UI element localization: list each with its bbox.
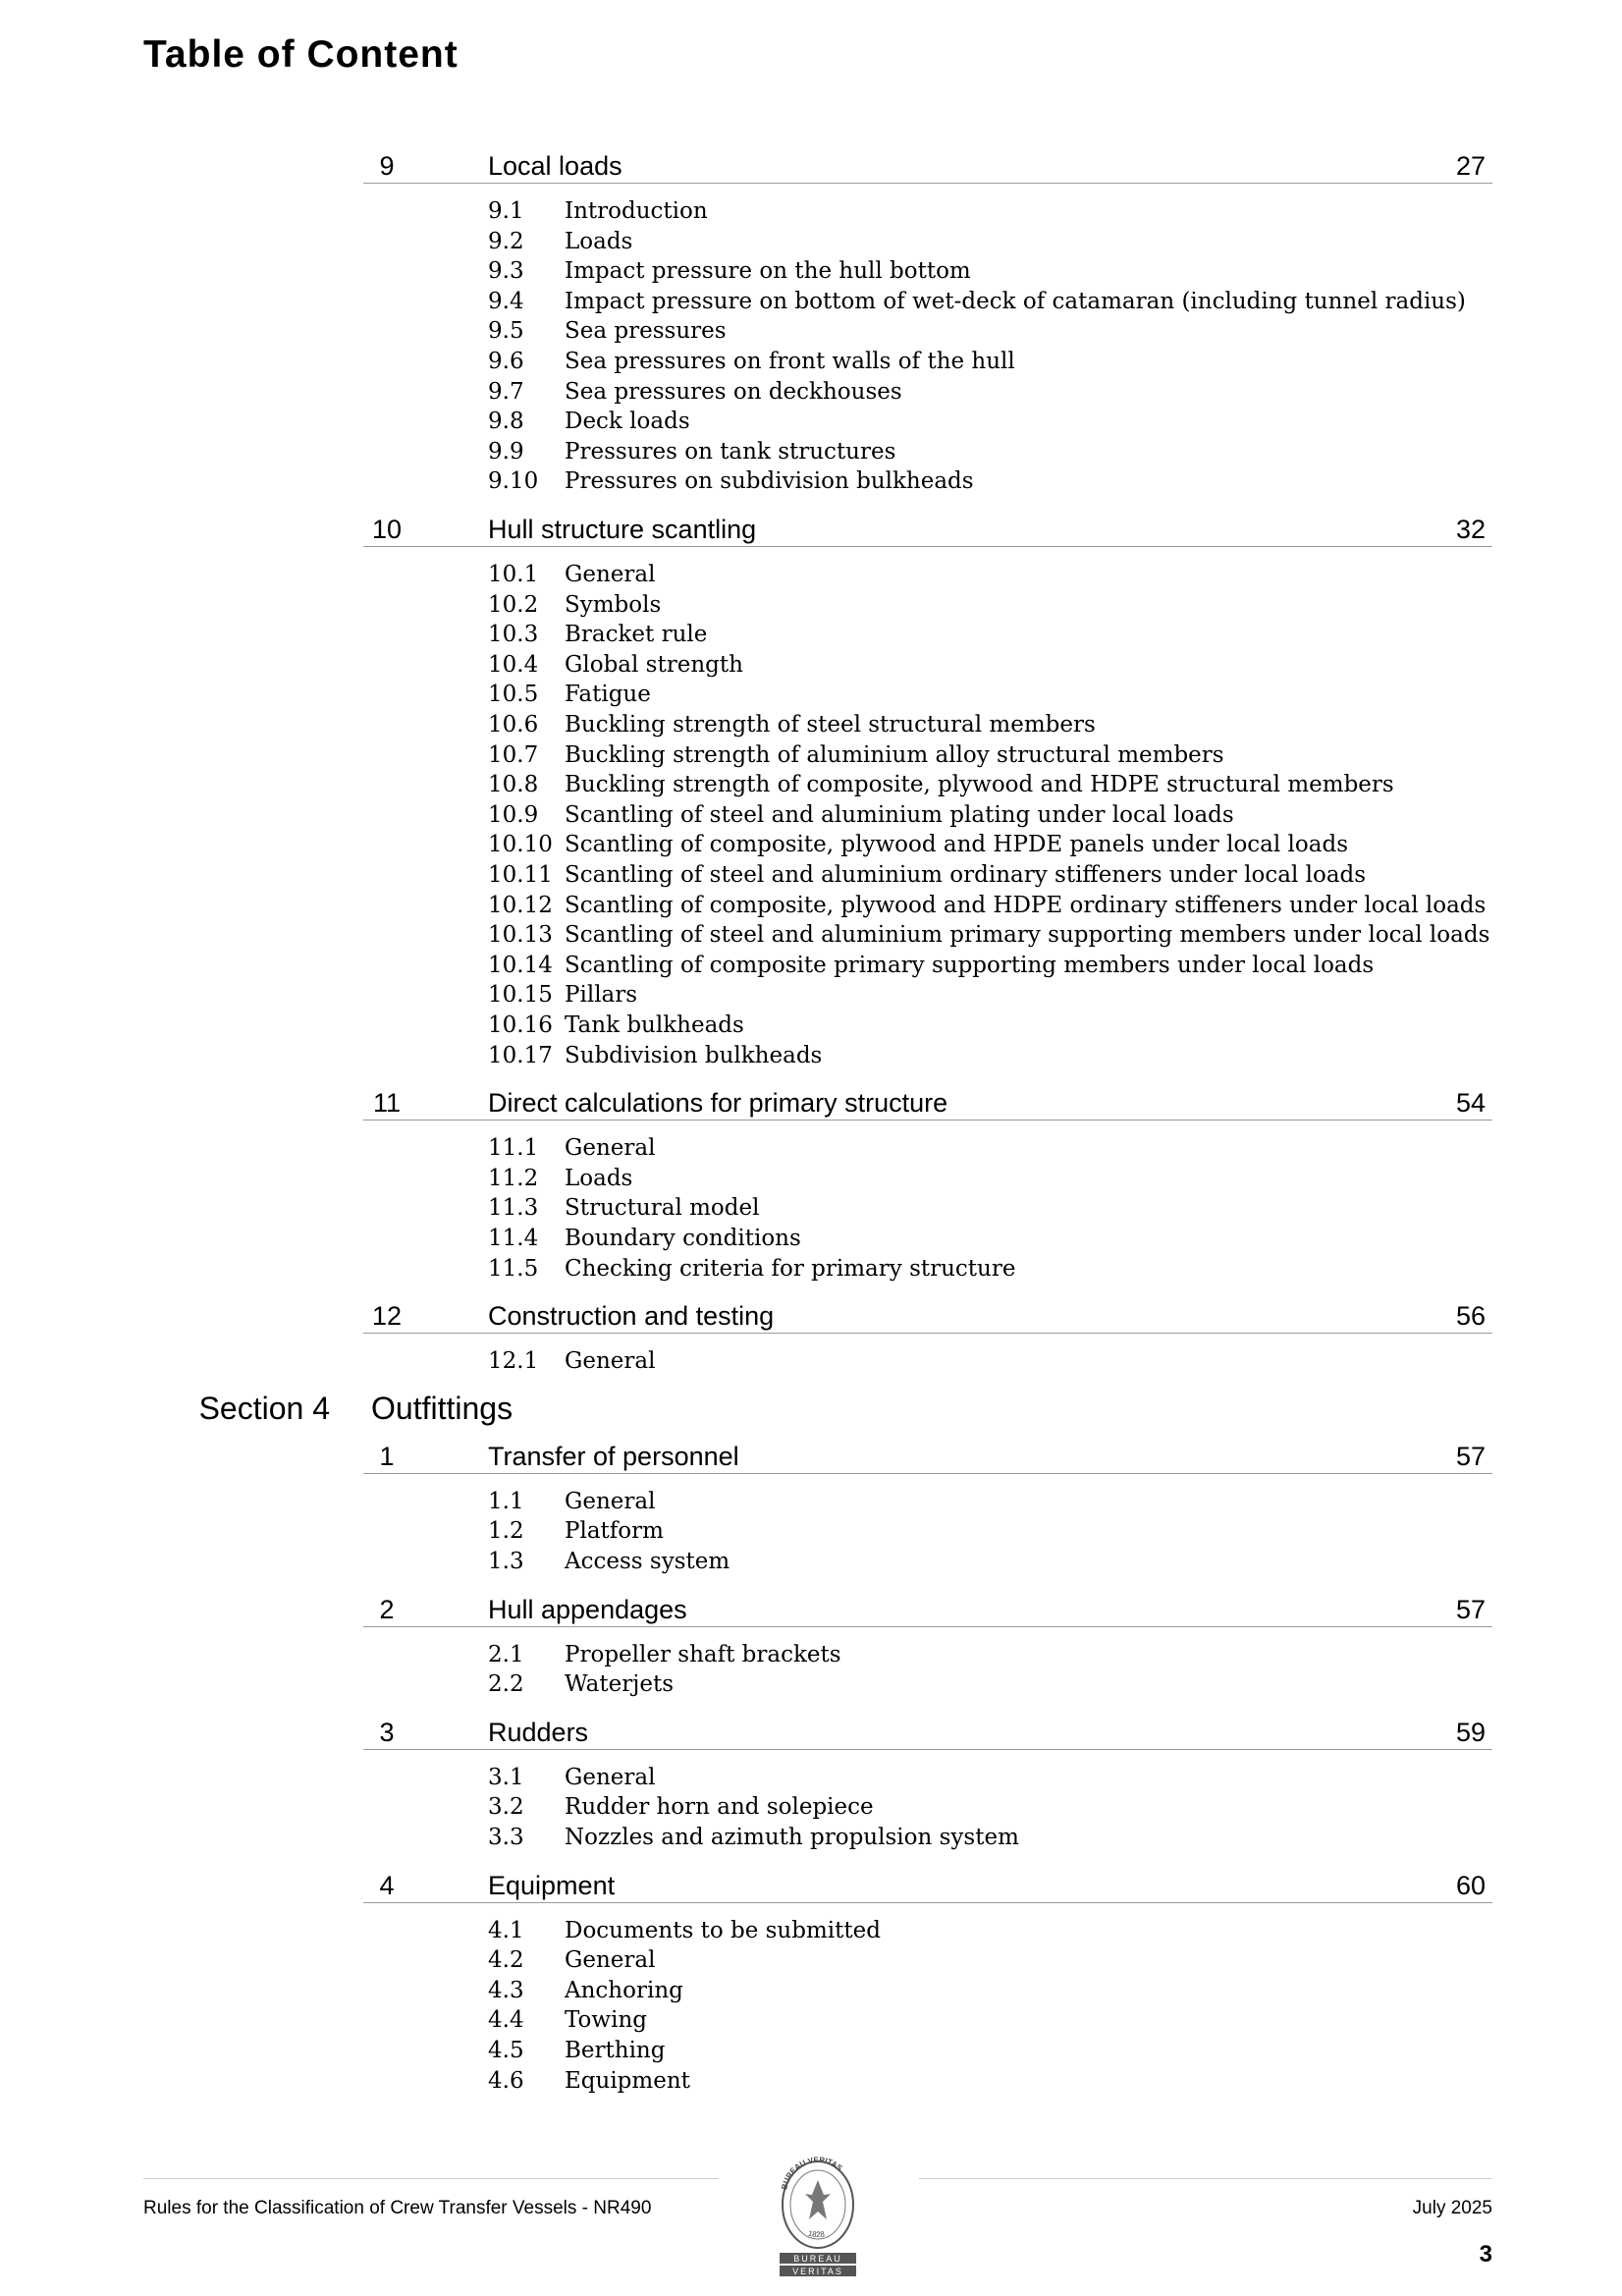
- subsection-number: 10.1: [488, 562, 539, 587]
- toc-subsection[interactable]: [0, 1254, 1622, 1285]
- subsection-number: 4.4: [488, 2007, 524, 2034]
- subsection-number: 4.5: [488, 2037, 524, 2063]
- article-divider: [363, 1473, 1492, 1474]
- article-page-number: 57: [1455, 1594, 1486, 1624]
- subsection-title[interactable]: Buckling strength of steel structural members: [565, 711, 1096, 738]
- toc-subsection[interactable]: [0, 1487, 1622, 1517]
- toc-subsection[interactable]: [0, 770, 1622, 800]
- toc-article-header[interactable]: [0, 507, 1622, 554]
- subsection-number: 1.2: [488, 1518, 524, 1545]
- toc-subsection[interactable]: [0, 920, 1622, 951]
- article-divider: [363, 1902, 1492, 1903]
- page-number: 3: [1479, 2241, 1492, 2268]
- article-divider: [363, 1333, 1492, 1334]
- subsection-number: 9.9: [488, 438, 524, 465]
- toc-subsection[interactable]: [0, 560, 1622, 590]
- subsection-number: 10.8: [488, 772, 539, 798]
- page-title: Table of Content: [143, 33, 459, 76]
- article-divider: [363, 183, 1492, 184]
- subsection-title[interactable]: Impact pressure on bottom of wet-deck of catamaran (including tunnel radius): [565, 288, 1466, 314]
- footer-document-title: Rules for the Classification of Crew Transfer Vessels - NR490: [143, 2198, 652, 2218]
- subsection-title[interactable]: Scantling of composite primary supporting members under local loads: [565, 952, 1375, 978]
- subsection-number: 10.5: [488, 682, 539, 708]
- toc-subsection[interactable]: [0, 1193, 1622, 1224]
- article-title[interactable]: Hull appendages: [488, 1594, 687, 1624]
- subsection-number: 11.5: [488, 1255, 539, 1282]
- toc-subsection[interactable]: [0, 1792, 1622, 1823]
- subsection-number: 9.2: [488, 228, 524, 254]
- subsection-title[interactable]: General: [565, 1135, 656, 1162]
- article-divider: [363, 1626, 1492, 1627]
- article-title[interactable]: Transfer of personnel: [488, 1441, 739, 1471]
- toc-subsection[interactable]: [0, 347, 1622, 377]
- logo-word-veritas: VERITAS: [792, 2267, 843, 2276]
- subsection-list: [0, 1346, 1622, 1377]
- subsection-title[interactable]: Documents to be submitted: [565, 1917, 881, 1943]
- section-name: Outfittings: [371, 1390, 514, 1426]
- subsection-title[interactable]: Anchoring: [565, 1977, 683, 2003]
- toc-subsection[interactable]: [0, 891, 1622, 921]
- subsection-title[interactable]: General: [565, 562, 656, 587]
- footer-divider-left: [143, 2178, 719, 2179]
- subsection-number: 10.3: [488, 622, 539, 648]
- article-number: 3: [379, 1717, 395, 1747]
- subsection-title[interactable]: Scantling of composite, plywood and HDPE ordinary stiffeners under local loads: [565, 892, 1487, 918]
- toc-subsection[interactable]: [0, 860, 1622, 891]
- toc-subsection[interactable]: [0, 680, 1622, 710]
- article-number: 4: [379, 1870, 395, 1900]
- subsection-title[interactable]: Towing: [565, 2007, 647, 2034]
- subsection-number: 3.3: [488, 1824, 524, 1850]
- subsection-number: 4.2: [488, 1947, 524, 1974]
- subsection-title[interactable]: Pressures on tank structures: [565, 438, 896, 465]
- subsection-title[interactable]: Platform: [565, 1518, 664, 1545]
- article-page-number: 32: [1455, 515, 1486, 544]
- subsection-title[interactable]: Waterjets: [565, 1671, 674, 1698]
- subsection-number: 10.10: [488, 832, 553, 858]
- toc-subsection[interactable]: [0, 830, 1622, 860]
- toc-subsection[interactable]: [0, 256, 1622, 287]
- subsection-title[interactable]: Scantling of steel and aluminium ordinary stiffeners under local loads: [565, 861, 1367, 888]
- subsection-title[interactable]: General: [565, 1488, 656, 1514]
- subsection-number: 10.11: [488, 861, 553, 888]
- toc-subsection[interactable]: [0, 740, 1622, 771]
- toc-subsection[interactable]: [0, 437, 1622, 467]
- subsection-title[interactable]: Nozzles and azimuth propulsion system: [565, 1824, 1019, 1850]
- toc-article[interactable]: [0, 1434, 1622, 1577]
- subsection-number: 4.6: [488, 2067, 524, 2094]
- toc-article-header[interactable]: [0, 143, 1622, 191]
- subsection-number: 9.5: [488, 318, 524, 345]
- footer-date: July 2025: [1412, 2198, 1492, 2218]
- subsection-title[interactable]: Scantling of steel and aluminium plating under local loads: [565, 801, 1234, 828]
- subsection-number: 11.3: [488, 1195, 539, 1222]
- subsection-number: 9.8: [488, 409, 524, 435]
- toc-subsection[interactable]: [0, 1823, 1622, 1853]
- toc-article-header[interactable]: [0, 1710, 1622, 1757]
- toc-subsection[interactable]: [0, 1945, 1622, 1976]
- subsection-number: 9.10: [488, 468, 539, 495]
- subsection-title[interactable]: Loads: [565, 228, 633, 254]
- subsection-title[interactable]: Structural model: [565, 1195, 760, 1222]
- article-page-number: 59: [1455, 1717, 1486, 1747]
- subsection-number: 2.1: [488, 1641, 524, 1667]
- subsection-number: 10.4: [488, 651, 539, 678]
- article-page-number: 27: [1455, 151, 1486, 181]
- toc-subsection[interactable]: [0, 1976, 1622, 2006]
- subsection-title[interactable]: Boundary conditions: [565, 1225, 801, 1251]
- subsection-title[interactable]: Tank bulkheads: [565, 1011, 744, 1038]
- subsection-number: 9.6: [488, 348, 524, 374]
- toc-article-header[interactable]: [0, 1863, 1622, 1910]
- footer-divider-right: [919, 2178, 1492, 2179]
- article-page-number: 57: [1455, 1441, 1486, 1471]
- subsection-title[interactable]: Pillars: [565, 982, 638, 1009]
- subsection-number: 10.13: [488, 922, 553, 949]
- subsection-title[interactable]: Scantling of steel and aluminium primary supporting members under local loads: [565, 922, 1490, 949]
- subsection-number: 9.7: [488, 378, 524, 405]
- article-number: 1: [379, 1441, 395, 1471]
- subsection-number: 1.3: [488, 1548, 524, 1574]
- subsection-number: 11.2: [488, 1165, 539, 1191]
- toc-subsection[interactable]: [0, 1164, 1622, 1194]
- article-number: 9: [379, 151, 395, 181]
- toc-subsection[interactable]: [0, 590, 1622, 621]
- toc-subsection[interactable]: [0, 1763, 1622, 1793]
- toc-subsection[interactable]: [0, 227, 1622, 257]
- subsection-number: 9.3: [488, 258, 524, 285]
- subsection-list: [0, 196, 1622, 497]
- subsection-title[interactable]: Sea pressures: [565, 318, 727, 345]
- subsection-title[interactable]: Access system: [565, 1548, 730, 1574]
- toc-subsection[interactable]: [0, 1916, 1622, 1946]
- subsection-number: 4.1: [488, 1917, 524, 1943]
- toc-subsection[interactable]: [0, 650, 1622, 681]
- toc-article[interactable]: [0, 1587, 1622, 1700]
- subsection-title[interactable]: Buckling strength of composite, plywood and HDPE structural members: [565, 772, 1394, 798]
- toc-subsection[interactable]: [0, 316, 1622, 347]
- section-heading: [0, 1391, 1622, 1434]
- article-number: 10: [371, 515, 403, 544]
- article-divider: [363, 1749, 1492, 1750]
- article-title[interactable]: Equipment: [488, 1870, 616, 1900]
- subsection-title[interactable]: Checking criteria for primary structure: [565, 1255, 1016, 1282]
- subsection-title[interactable]: Global strength: [565, 651, 743, 678]
- subsection-title[interactable]: Pressures on subdivision bulkheads: [565, 468, 974, 495]
- subsection-title[interactable]: Equipment: [565, 2067, 690, 2094]
- article-title[interactable]: Direct calculations for primary structure: [488, 1088, 948, 1119]
- subsection-number: 10.7: [488, 741, 539, 768]
- article-page-number: 56: [1455, 1301, 1486, 1332]
- bureau-veritas-logo: [766, 2151, 870, 2278]
- toc-subsection[interactable]: [0, 980, 1622, 1011]
- subsection-title[interactable]: Impact pressure on the hull bottom: [565, 258, 971, 285]
- toc-article-header[interactable]: [0, 1293, 1622, 1340]
- subsection-title[interactable]: Subdivision bulkheads: [565, 1042, 823, 1068]
- toc-subsection[interactable]: [0, 466, 1622, 497]
- toc-article-header[interactable]: [0, 1080, 1622, 1127]
- toc-subsection[interactable]: [0, 1011, 1622, 1041]
- subsection-number: 2.2: [488, 1671, 524, 1698]
- subsection-number: 10.14: [488, 952, 553, 978]
- article-title[interactable]: Construction and testing: [488, 1301, 775, 1332]
- subsection-number: 9.1: [488, 198, 524, 224]
- subsection-number: 10.12: [488, 892, 553, 918]
- toc-subsection[interactable]: [0, 800, 1622, 831]
- subsection-title[interactable]: General: [565, 1764, 656, 1790]
- subsection-title[interactable]: Rudder horn and solepiece: [565, 1794, 874, 1821]
- article-page-number: 54: [1455, 1088, 1486, 1119]
- toc-article[interactable]: [0, 1293, 1622, 1377]
- subsection-title[interactable]: Symbols: [565, 591, 662, 618]
- toc-subsection[interactable]: [0, 1516, 1622, 1547]
- toc-subsection[interactable]: [0, 2036, 1622, 2066]
- article-title[interactable]: Hull structure scantling: [488, 515, 757, 544]
- subsection-list: [0, 1763, 1622, 1853]
- toc-subsection[interactable]: [0, 620, 1622, 650]
- subsection-number: 4.3: [488, 1977, 524, 2003]
- toc-subsection[interactable]: [0, 1133, 1622, 1164]
- subsection-number: 12.1: [488, 1348, 539, 1375]
- toc-article-header[interactable]: [0, 1587, 1622, 1634]
- toc-article[interactable]: [0, 1710, 1622, 1853]
- subsection-title[interactable]: Propeller shaft brackets: [565, 1641, 841, 1667]
- subsection-number: 10.2: [488, 591, 539, 618]
- logo-word-bureau: BUREAU: [793, 2254, 842, 2264]
- toc-subsection[interactable]: [0, 710, 1622, 740]
- subsection-list: [0, 1487, 1622, 1577]
- subsection-title[interactable]: Sea pressures on front walls of the hull: [565, 348, 1015, 374]
- article-title[interactable]: Rudders: [488, 1717, 589, 1747]
- toc-subsection[interactable]: [0, 1669, 1622, 1700]
- subsection-list: [0, 1916, 1622, 2097]
- article-divider: [363, 1120, 1492, 1121]
- subsection-title[interactable]: Loads: [565, 1165, 633, 1191]
- subsection-title[interactable]: Fatigue: [565, 682, 651, 708]
- toc-subsection[interactable]: [0, 1547, 1622, 1577]
- article-page-number: 60: [1455, 1870, 1486, 1900]
- toc-article[interactable]: [0, 1863, 1622, 2097]
- subsection-number: 3.2: [488, 1794, 524, 1821]
- toc-subsection[interactable]: [0, 1640, 1622, 1670]
- toc-subsection[interactable]: [0, 377, 1622, 408]
- subsection-title[interactable]: Buckling strength of aluminium alloy structural members: [565, 741, 1224, 768]
- subsection-number: 10.15: [488, 982, 553, 1009]
- article-title[interactable]: Local loads: [488, 151, 622, 181]
- toc-subsection[interactable]: [0, 1224, 1622, 1254]
- toc-subsection[interactable]: [0, 951, 1622, 981]
- subsection-title[interactable]: General: [565, 1947, 656, 1974]
- subsection-title[interactable]: Bracket rule: [565, 622, 708, 648]
- toc-article[interactable]: [0, 1080, 1622, 1284]
- subsection-number: 10.9: [488, 801, 539, 828]
- article-number: 2: [379, 1594, 395, 1624]
- toc-subsection[interactable]: [0, 2066, 1622, 2097]
- toc-subsection[interactable]: [0, 287, 1622, 317]
- article-number: 12: [371, 1301, 403, 1332]
- toc-article[interactable]: [0, 507, 1622, 1070]
- subsection-number: 11.4: [488, 1225, 539, 1251]
- toc-subsection[interactable]: [0, 407, 1622, 437]
- subsection-number: 10.17: [488, 1042, 553, 1068]
- article-divider: [363, 546, 1492, 547]
- subsection-title[interactable]: Deck loads: [565, 409, 690, 435]
- subsection-list: [0, 1640, 1622, 1700]
- logo-year: 1828: [806, 2228, 826, 2240]
- subsection-title[interactable]: Introduction: [565, 198, 708, 224]
- subsection-list: [0, 560, 1622, 1070]
- toc-subsection[interactable]: [0, 1346, 1622, 1377]
- subsection-number: 10.16: [488, 1011, 553, 1038]
- toc-subsection[interactable]: [0, 196, 1622, 227]
- subsection-title[interactable]: Sea pressures on deckhouses: [565, 378, 902, 405]
- toc-article[interactable]: [0, 143, 1622, 497]
- article-number: 11: [372, 1088, 402, 1119]
- subsection-number: 9.4: [488, 288, 524, 314]
- subsection-list: [0, 1133, 1622, 1284]
- subsection-title[interactable]: General: [565, 1348, 656, 1375]
- subsection-number: 1.1: [488, 1488, 524, 1514]
- subsection-number: 3.1: [488, 1764, 524, 1790]
- subsection-title[interactable]: Scantling of composite, plywood and HPDE panels under local loads: [565, 832, 1349, 858]
- section-label: Section 4: [198, 1390, 330, 1426]
- toc-subsection[interactable]: [0, 1041, 1622, 1071]
- toc-article-header[interactable]: [0, 1434, 1622, 1481]
- subsection-number: 11.1: [488, 1135, 539, 1162]
- toc-subsection[interactable]: [0, 2005, 1622, 2036]
- subsection-number: 10.6: [488, 711, 539, 738]
- logo-ring-text: BUREAU VERITAS: [780, 2155, 844, 2191]
- subsection-title[interactable]: Berthing: [565, 2037, 666, 2063]
